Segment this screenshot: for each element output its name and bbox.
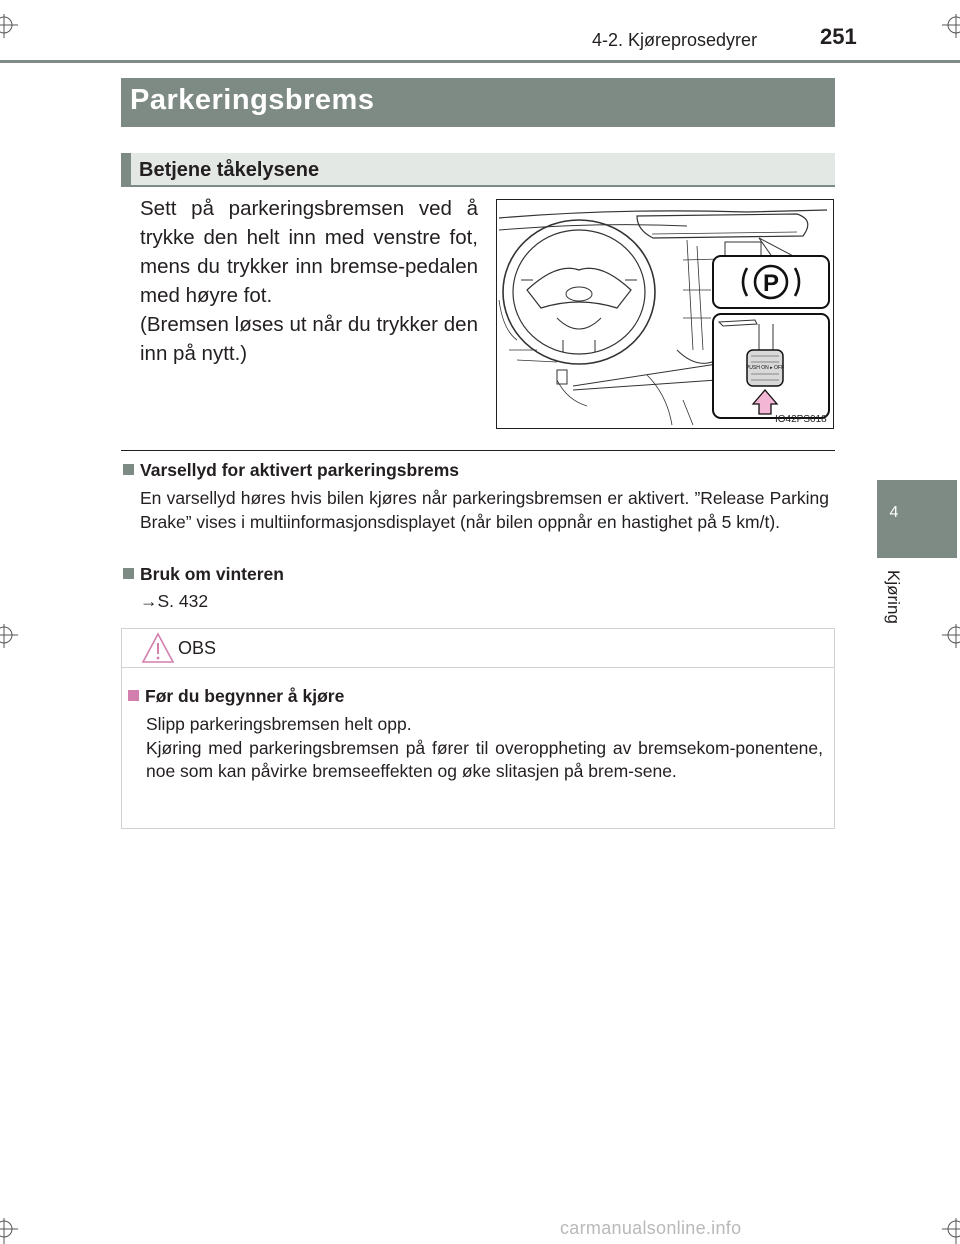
intro-text <box>140 194 478 368</box>
notice-divider <box>122 667 834 668</box>
intro-paragraph-2: (Bremsen løses ut når du trykker den inn på nytt.) <box>140 313 478 365</box>
watermark: carmanualsonline.info <box>560 1218 742 1238</box>
bullet-heading-winter <box>123 564 284 585</box>
subtitle: Betjene tåkelysene <box>139 159 320 181</box>
crop-mark-bottom-left <box>0 1214 24 1244</box>
header-rule <box>0 60 960 63</box>
bullet-heading-warning-sound <box>123 460 459 481</box>
notice-body <box>146 713 823 784</box>
square-bullet-icon <box>123 568 134 579</box>
warning-triangle-icon <box>141 632 175 664</box>
chapter-number: 4 <box>889 504 899 521</box>
bullet-body-warning-sound: En varsellyd høres hvis bilen kjøres når parkeringsbremsen er aktivert. ”Release Parking Brake” vises i multiinformasjonsdisplayet (når bilen oppnår en hastighet på 5 km/t). <box>140 488 829 532</box>
notice-line-1: Slipp parkeringsbremsen helt opp. <box>146 714 412 734</box>
square-bullet-icon <box>123 464 134 475</box>
notice-line-2: Kjøring med parkeringsbremsen på fører til overoppheting av bremsekom-ponentene, noe som kan påvirke bremseeffekten og øke slitasjen på brem-sene. <box>146 737 823 781</box>
notice-label: OBS <box>178 638 217 658</box>
crop-mark-top-left <box>0 10 24 40</box>
arrow-icon: → <box>140 591 158 611</box>
page-title: Parkeringsbrems <box>130 84 375 116</box>
parking-brake-illustration <box>496 199 834 429</box>
section-rule <box>121 450 835 451</box>
bullet-heading-text: Bruk om vinteren <box>140 564 284 584</box>
crop-mark-top-right <box>936 10 960 40</box>
header-section-title: 4-2. Kjøreprosedyrer <box>592 30 758 50</box>
page-reference-text: S. 432 <box>157 591 209 611</box>
notice-heading-text: Før du begynner å kjøre <box>145 686 345 706</box>
chapter-label: Kjøring <box>884 570 903 624</box>
pedal-label: PUSH ON ▸ OFF <box>745 365 785 371</box>
dashboard-drawing <box>497 200 833 428</box>
crop-mark-mid-right <box>936 620 960 650</box>
page-reference-link[interactable] <box>140 591 208 612</box>
square-bullet-icon <box>128 690 139 701</box>
subtitle-bar-accent <box>121 153 131 187</box>
crop-mark-mid-left <box>0 620 24 650</box>
crop-mark-bottom-right <box>936 1214 960 1244</box>
bullet-heading-text: Varsellyd for aktivert parkeringsbrems <box>140 460 460 480</box>
intro-paragraph-1: Sett på parkeringsbremsen ved å trykke den helt inn med venstre fot, mens du trykker inn bremse-pedalen med høyre fot. <box>140 197 478 307</box>
parking-brake-symbol: P <box>762 270 780 297</box>
notice-heading <box>128 686 344 707</box>
figure-code: IO42PS018 <box>775 414 827 425</box>
page-number: 251 <box>820 24 857 49</box>
